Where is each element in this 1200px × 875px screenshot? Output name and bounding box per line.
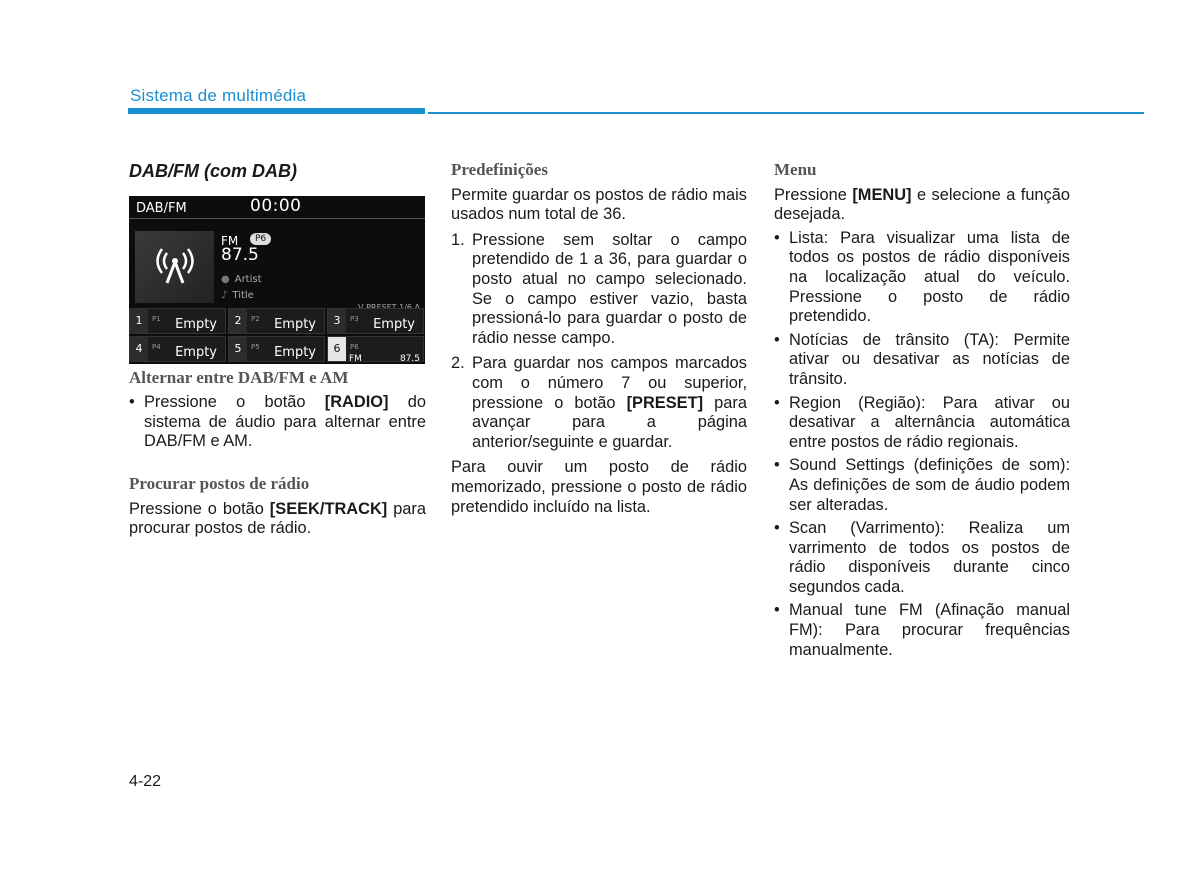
preset-button-2[interactable] bbox=[228, 308, 325, 334]
preset-button-4[interactable] bbox=[129, 336, 226, 362]
steps-list bbox=[451, 231, 747, 453]
text: Lista: Para visualizar uma lista de todos os postos de rádio disponíveis na localização atual do veículo. Pressione o posto de rádio pretendido. bbox=[789, 228, 1070, 326]
text: Pressione bbox=[774, 185, 853, 204]
section-title: DAB/FM (com DAB) bbox=[129, 161, 297, 181]
text: e selecione a função desejada. bbox=[774, 185, 1070, 224]
preset-label: Empty bbox=[274, 316, 316, 332]
radio-art bbox=[135, 231, 214, 303]
button-ref: [PRESET] bbox=[626, 393, 704, 412]
preset-slot: P4 bbox=[152, 342, 161, 351]
column-2 bbox=[451, 160, 747, 517]
text: Manual tune FM (Afinação manual FM): Para procurar frequências manualmente. bbox=[789, 601, 1070, 659]
preset-number: 5 bbox=[229, 337, 247, 361]
screen-mode: DAB/FM bbox=[136, 200, 187, 216]
preset-button-5[interactable] bbox=[228, 336, 325, 362]
text: Notícias de trânsito (TA): Permite ativar ou desativar as notícias de trânsito. bbox=[789, 330, 1070, 388]
paragraph bbox=[774, 186, 1070, 225]
preset-number: 4 bbox=[130, 337, 148, 361]
preset-badge: P6 bbox=[250, 233, 271, 245]
list-item: • Lista: Para visualizar uma lista de todos os postos de rádio disponíveis na localização atual do veículo. Pressione o posto de rádio pretendido. bbox=[774, 228, 1070, 326]
preset-label: Empty bbox=[373, 316, 415, 332]
toggle-list bbox=[129, 393, 426, 452]
preset-button-3[interactable] bbox=[327, 308, 424, 334]
list-item: • Sound Settings (definições de som): As definições de som de áudio podem ser alteradas. bbox=[774, 456, 1070, 514]
text: para avançar para a página anterior/seguinte e guardar. bbox=[472, 393, 747, 451]
title-row bbox=[221, 286, 254, 306]
header-title: Sistema de multimédia bbox=[130, 86, 307, 105]
screen-band: FM bbox=[221, 233, 239, 248]
text: para procurar postos de rádio. bbox=[129, 499, 426, 538]
preset-label: Empty bbox=[175, 316, 217, 332]
preset-number: 2 bbox=[229, 309, 247, 333]
page-number: 4-22 bbox=[129, 773, 162, 790]
screen-clock: 00:00 bbox=[250, 195, 302, 216]
text: Scan (Varrimento): Realiza um varrimento de todos os postos de rádio disponíveis durante cinco segundos cada. bbox=[789, 519, 1070, 596]
list-item: • Pressione o botão [RADIO] do sistema de áudio para alternar entre DAB/FM e AM. bbox=[129, 393, 426, 451]
music-icon: ♪ bbox=[221, 289, 228, 301]
text: Pressione sem soltar o campo pretendido de 1 a 36, para guardar o posto atual no campo selecionado. Se o campo estiver vazio, basta pressioná-lo para guardar o posto de rádio nesse campo. bbox=[472, 230, 747, 347]
radio-tower-icon bbox=[155, 247, 195, 287]
header-rule-thin bbox=[428, 112, 1144, 114]
preset-slot: P1 bbox=[152, 314, 161, 323]
artist-label: Artist bbox=[234, 273, 262, 285]
subheading-menu: Menu bbox=[774, 160, 817, 179]
text: Pressione o botão bbox=[129, 499, 270, 518]
button-ref: [SEEK/TRACK] bbox=[269, 499, 388, 518]
text: Region (Região): Para ativar ou desativar a alternância automática entre postos de rádio regionais. bbox=[789, 393, 1070, 451]
screen-top-bar bbox=[129, 196, 425, 219]
preset-number: 3 bbox=[328, 309, 346, 333]
text: do sistema de áudio para alternar entre DAB/FM e AM. bbox=[144, 393, 426, 451]
button-ref: [RADIO] bbox=[324, 393, 389, 412]
text: Sound Settings (definições de som): As definições de som de áudio podem ser alteradas. bbox=[789, 456, 1070, 514]
preset-slot: P2 bbox=[251, 314, 260, 323]
preset-grid bbox=[129, 308, 425, 364]
list-item: 2. Para guardar nos campos marcados com o número 7 ou superior, pressione o botão [PRESET] para avançar para a página anterior/seguinte e guardar. bbox=[451, 354, 747, 451]
paragraph: Para ouvir um posto de rádio memorizado, pressione o posto de rádio pretendido incluído na lista. bbox=[451, 458, 747, 516]
column-1 bbox=[129, 160, 426, 539]
header-rule-thick bbox=[128, 108, 425, 114]
list-item: 1. Pressione sem soltar o campo pretendido de 1 a 36, para guardar o posto atual no campo selecionado. Se o campo estiver vazio, basta pressioná-lo para guardar o posto de rádio nesse campo. bbox=[451, 230, 747, 347]
text: Pressione o botão bbox=[144, 393, 325, 412]
preset-button-6[interactable] bbox=[327, 336, 424, 362]
radio-screen bbox=[129, 196, 425, 364]
preset-number: 1 bbox=[130, 309, 148, 333]
subheading-search: Procurar postos de rádio bbox=[129, 473, 310, 493]
preset-number: 6 bbox=[328, 337, 346, 361]
text: Para guardar nos campos marcados com o número 7 ou superior, pressione o botão bbox=[472, 354, 747, 412]
preset-slot: P5 bbox=[251, 342, 260, 351]
button-ref: [MENU] bbox=[852, 185, 912, 204]
list-item: • Scan (Varrimento): Realiza um varrimento de todos os postos de rádio disponíveis durante cinco segundos cada. bbox=[774, 519, 1070, 596]
preset-slot: P3 bbox=[350, 314, 359, 323]
paragraph: Permite guardar os postos de rádio mais usados num total de 36. bbox=[451, 185, 747, 224]
list-item: • Region (Região): Para ativar ou desativar a alternância automática entre postos de rádio regionais. bbox=[774, 393, 1070, 451]
person-icon: ● bbox=[221, 273, 230, 285]
preset-label: Empty bbox=[274, 344, 316, 360]
paragraph bbox=[129, 500, 426, 539]
preset-band: FM bbox=[349, 353, 362, 364]
title-label: Title bbox=[232, 289, 254, 301]
preset-label: Empty bbox=[175, 344, 217, 360]
list-item: • Notícias de trânsito (TA): Permite ativar ou desativar as notícias de trânsito. bbox=[774, 330, 1070, 388]
preset-frequency: 87.5 bbox=[399, 353, 420, 364]
subheading-toggle: Alternar entre DAB/FM e AM bbox=[129, 367, 349, 387]
menu-list bbox=[774, 229, 1070, 660]
list-item: • Manual tune FM (Afinação manual FM): Para procurar frequências manualmente. bbox=[774, 601, 1070, 659]
screen-frequency: 87.5 bbox=[221, 244, 259, 265]
column-3 bbox=[774, 160, 1070, 664]
subheading-presets: Predefinições bbox=[451, 160, 548, 179]
preset-button-1[interactable] bbox=[129, 308, 226, 334]
preset-slot: P6 bbox=[350, 342, 359, 351]
